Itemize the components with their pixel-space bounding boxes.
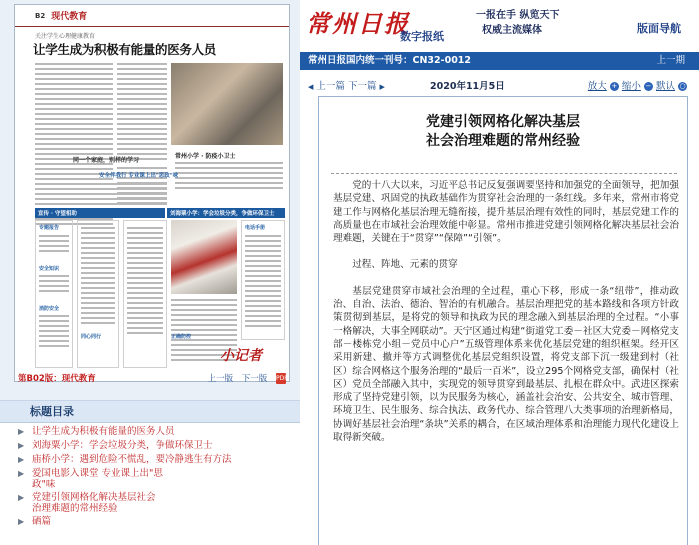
newspaper-page-thumbnail[interactable] — [14, 4, 290, 382]
default-size-button[interactable]: 默认 — [655, 81, 675, 92]
section-bar[interactable]: 刘海粟小学：学会垃圾分类，争做环保卫士 — [167, 208, 285, 218]
side-column — [123, 220, 167, 368]
text-block — [175, 162, 283, 192]
toc-item[interactable]: ▶ 硒篇 — [18, 516, 52, 527]
slogan-line: 一报在手 纵览天下 — [476, 10, 560, 21]
side-label: 消防安全 — [39, 306, 60, 312]
side-label: 安全知识 — [39, 266, 60, 272]
page-marker: B2 — [35, 11, 46, 20]
article-panel — [318, 96, 688, 545]
text-block — [117, 63, 167, 163]
section-bar[interactable]: 宣传 · 守望相助 — [35, 208, 165, 218]
toc-item[interactable]: ▶ 党建引领网格化解决基层社会治理难题的常州经验 — [18, 492, 156, 514]
xiaojizhe-logo: 小记者 — [220, 348, 262, 364]
slogan — [476, 8, 559, 38]
zoom-out-button[interactable]: 缩小 — [621, 81, 641, 92]
pdf-icon[interactable]: PDF — [276, 375, 288, 382]
news-photo[interactable] — [171, 220, 237, 294]
article-subheading: 过程、阵地、元素的贯穿 — [352, 259, 458, 271]
side-label: 同心同行 — [81, 334, 102, 340]
arrow-icon: ▶ — [18, 469, 25, 478]
next-article-link[interactable]: 下一篇 — [347, 81, 377, 92]
subhead[interactable]: 安全伴我行 专业课上出"思政"味 — [99, 173, 179, 179]
subhead[interactable]: 常州小学 · 防疫小卫士 — [175, 153, 236, 160]
article-title-line: 社会治理难题的常州经验 — [426, 133, 580, 149]
next-page-link[interactable]: 下一版 — [241, 374, 268, 384]
text-block — [35, 183, 167, 208]
newspaper-logo[interactable]: 常州日报 — [306, 9, 410, 38]
article-title — [319, 113, 687, 151]
side-column — [241, 220, 285, 340]
triangle-right-icon: ▶ — [379, 83, 385, 91]
page-footer — [14, 370, 290, 386]
toc-item[interactable]: ▶ 刘海粟小学：学会垃圾分类，争做环保卫士 — [18, 440, 213, 451]
page-section-label: 第B02版：现代教育 — [18, 374, 96, 384]
title-directory — [0, 400, 300, 545]
side-label: 正确防控 — [171, 334, 192, 340]
issue-date: 2020年11月5日 — [430, 81, 505, 92]
plus-icon[interactable]: + — [611, 82, 618, 90]
triangle-left-icon: ◀ — [308, 83, 314, 91]
toc-title: 标题目录 — [0, 401, 300, 423]
page-section-title: 现代教育 — [51, 12, 88, 22]
page-kicker: 关注学生心理健康教育 — [35, 33, 96, 40]
arrow-icon: ▶ — [18, 427, 25, 436]
article-title-line: 党建引领网格化解决基层 — [426, 114, 580, 130]
page-header — [15, 5, 290, 27]
page-headline[interactable]: 让学生成为积极有能量的医务人员 — [33, 42, 217, 57]
side-label: 专题报告 — [39, 225, 60, 231]
arrow-icon: ▶ — [18, 517, 25, 526]
title-divider — [331, 173, 677, 174]
news-photo[interactable] — [171, 63, 283, 145]
layout-navigation-link[interactable]: 版面导航 — [637, 22, 681, 35]
issue-info-bar — [300, 52, 699, 70]
slogan-line: 权威主流媒体 — [482, 25, 542, 36]
article-toolbar — [300, 76, 699, 92]
toc-item[interactable]: ▶ 让学生成为积极有能量的医务人员 — [18, 426, 175, 437]
digital-edition-label: 数字报纸 — [400, 30, 444, 43]
arrow-icon: ▶ — [18, 455, 25, 464]
issue-number: 常州日报国内统一刊号：CN32-0012 — [308, 55, 472, 66]
masthead — [300, 0, 699, 50]
toc-item[interactable]: ▶ 爱国电影入课堂 专业课上出"思政"味 — [18, 468, 163, 490]
article-body — [333, 179, 679, 457]
subhead[interactable]: 同一个家庭，别样的学习 — [73, 157, 140, 164]
arrow-icon: ▶ — [18, 493, 25, 502]
arrow-icon: ▶ — [18, 441, 25, 450]
prev-issue-link[interactable]: 上一期 — [656, 55, 685, 66]
side-label: 电话手册 — [245, 225, 266, 231]
prev-page-link[interactable]: 上一版 — [207, 374, 234, 384]
article-paragraph: 基层党建贯穿市域社会治理的全过程，重心下移，形成一条“纽带”，推动政治、自治、法治、德治、智治的有机融合。基层治理把党的基本路线和各项方针政策贯彻到基层，是将党的领导和执政为民的理念融入到基层治理的全过程。“小事一格解决，大事全网联动”。天宁区通过构建“街道党工委－社区大党委－网格党支部－楼栋党小组－党员中心户”五级管理体系来优化基层党建的组织框架。经开区采用新建、撤并等方式调整优化基层党组织设置，将党支部下沉一级建到村（社区）综合网格这个服务治理的“最后一百米”，设立295个网格党支部，确保村（社区）党员全部融入其中，实现党的领导贯穿到最基层、扎根在群众中。武进区探索形成了坚持党建引领，以为民服务为核心，涵盖社会治安、公共安全、城市管理、环境卫生、民生服务、综合执法、政务代办、综合管理八大类事项的治理新格局，协调好基层社会治理“条块”关系的耦合，在区域治理体系和治理能力现代化建设上取得新突破。 — [333, 285, 679, 444]
reset-icon[interactable]: ○ — [679, 82, 686, 90]
minus-icon[interactable]: − — [645, 82, 652, 90]
toc-item[interactable]: ▶ 庙桥小学：遇到危险不慌乱，要冷静逃生有方法 — [18, 454, 232, 465]
side-column — [35, 220, 73, 368]
prev-article-link[interactable]: 上一篇 — [316, 81, 345, 92]
article-paragraph: 党的十八大以来，习近平总书记反复强调要坚持和加强党的全面领导，把加强基层党建、巩固党的执政基础作为贯穿社会治理的一条红线。多年来，常州市将党建工作与网格化基层治理无缝衔接，提升基层治理有效性的同时，基层党建工作的高质量也在市域社会治理效能中彰显。常州市推进党建引领网格化解决基层社会治理难题，关键在于“贯穿”“保障”“引领”。 — [333, 180, 679, 245]
right-panel — [300, 0, 699, 545]
left-panel — [0, 0, 300, 545]
zoom-in-button[interactable]: 放大 — [587, 81, 607, 92]
side-column — [77, 220, 119, 368]
